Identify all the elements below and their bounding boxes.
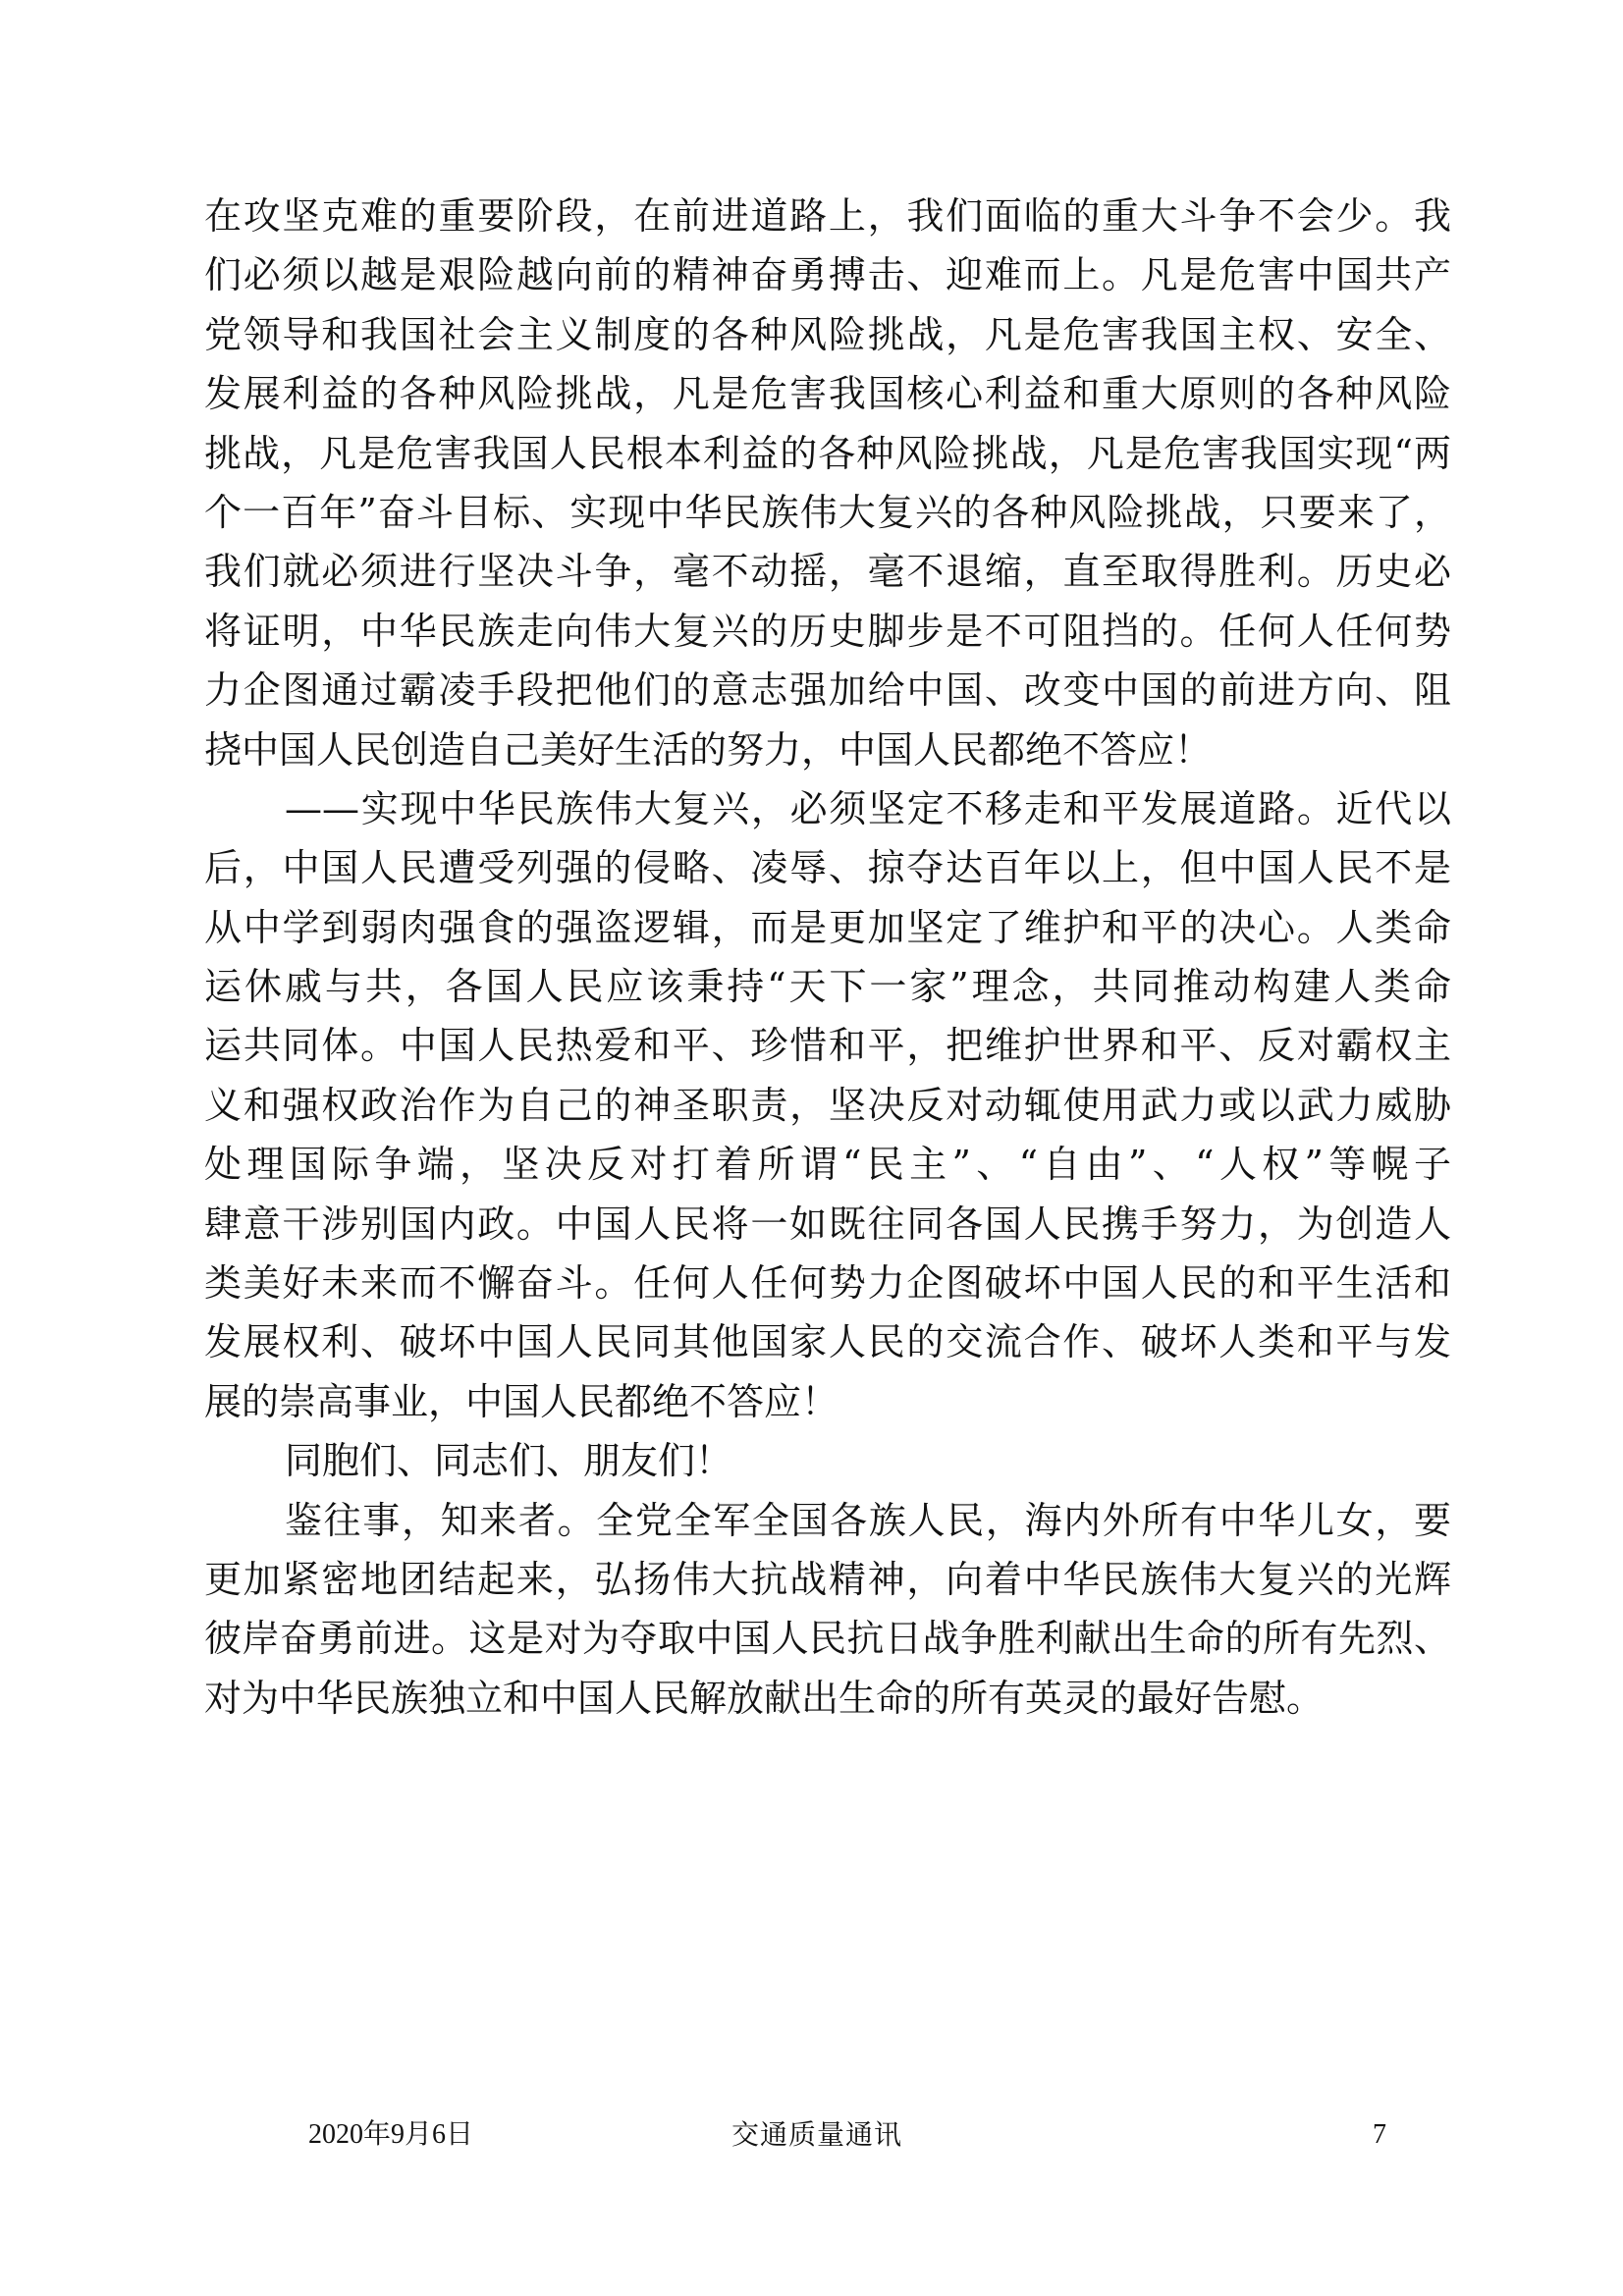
text-line: 后，中国人民遭受列强的侵略、凌辱、掠夺达百年以上，但中国人民不是 [204, 846, 1451, 890]
text-line: 处理国际争端，坚决反对打着所谓“民主”、“自由”、“人权”等幌子 [204, 1143, 1451, 1187]
text-line: 运休戚与共，各国人民应该秉持“天下一家”理念，共同推动构建人类命 [204, 965, 1451, 1009]
text-line: 们必须以越是艰险越向前的精神奋勇搏击、迎难而上。凡是危害中国共产 [204, 253, 1451, 297]
text-line: 个一百年”奋斗目标、实现中华民族伟大复兴的各种风险挑战，只要来了， [204, 490, 1451, 534]
text-line: 将证明，中华民族走向伟大复兴的历史脚步是不可阻挡的。任何人任何势 [204, 609, 1451, 653]
footer-journal-title: 交通质量通讯 [731, 2118, 903, 2151]
text-line: 挑战，凡是危害我国人民根本利益的各种风险挑战，凡是危害我国实现“两 [204, 431, 1451, 475]
text-line: 彼岸奋勇前进。这是对为夺取中国人民抗日战争胜利献出生命的所有先烈、 [204, 1617, 1451, 1661]
text-line: 肆意干涉别国内政。中国人民将一如既往同各国人民携手努力，为创造人 [204, 1201, 1451, 1246]
text-line: 鉴往事，知来者。全党全军全国各族人民，海内外所有中华儿女，要 [285, 1498, 1451, 1542]
text-line: 力企图通过霸凌手段把他们的意志强加给中国、改变中国的前进方向、阻 [204, 668, 1451, 713]
text-line: 类美好未来而不懈奋斗。任何人任何势力企图破坏中国人民的和平生活和 [204, 1261, 1451, 1306]
text-line: 在攻坚克难的重要阶段，在前进道路上，我们面临的重大斗争不会少。我 [204, 194, 1451, 238]
page-footer [0, 2110, 1623, 2160]
text-line: 发展利益的各种风险挑战，凡是危害我国核心利益和重大原则的各种风险 [204, 372, 1451, 416]
text-line: 对为中华民族独立和中国人民解放献出生命的所有英灵的最好告慰。 [204, 1676, 1325, 1720]
article-body [204, 187, 1451, 1728]
text-line: 更加紧密地团结起来，弘扬伟大抗战精神，向着中华民族伟大复兴的光辉 [204, 1557, 1451, 1601]
text-line: 义和强权政治作为自己的神圣职责，坚决反对动辄使用武力或以武力威胁 [204, 1083, 1451, 1127]
text-line: 运共同体。中国人民热爱和平、珍惜和平，把维护世界和平、反对霸权主 [204, 1024, 1451, 1068]
text-line: ——实现中华民族伟大复兴，必须坚定不移走和平发展道路。近代以 [285, 786, 1451, 830]
text-line: 挠中国人民创造自己美好生活的努力，中国人民都绝不答应！ [204, 727, 1213, 772]
footer-date: 2020年9月6日 [308, 2119, 474, 2150]
text-line: 从中学到弱肉强食的强盗逻辑，而是更加坚定了维护和平的决心。人类命 [204, 905, 1451, 949]
text-line: 发展权利、破坏中国人民同其他国家人民的交流合作、破坏人类和平与发 [204, 1320, 1451, 1364]
text-line: 我们就必须进行坚决斗争，毫不动摇，毫不退缩，直至取得胜利。历史必 [204, 550, 1451, 594]
text-line: 展的崇高事业，中国人民都绝不答应！ [204, 1379, 839, 1423]
text-line: 党领导和我国社会主义制度的各种风险挑战，凡是危害我国主权、安全、 [204, 312, 1451, 356]
text-line: 同胞们、同志们、朋友们！ [285, 1439, 733, 1483]
page-number: 7 [1373, 2119, 1386, 2150]
